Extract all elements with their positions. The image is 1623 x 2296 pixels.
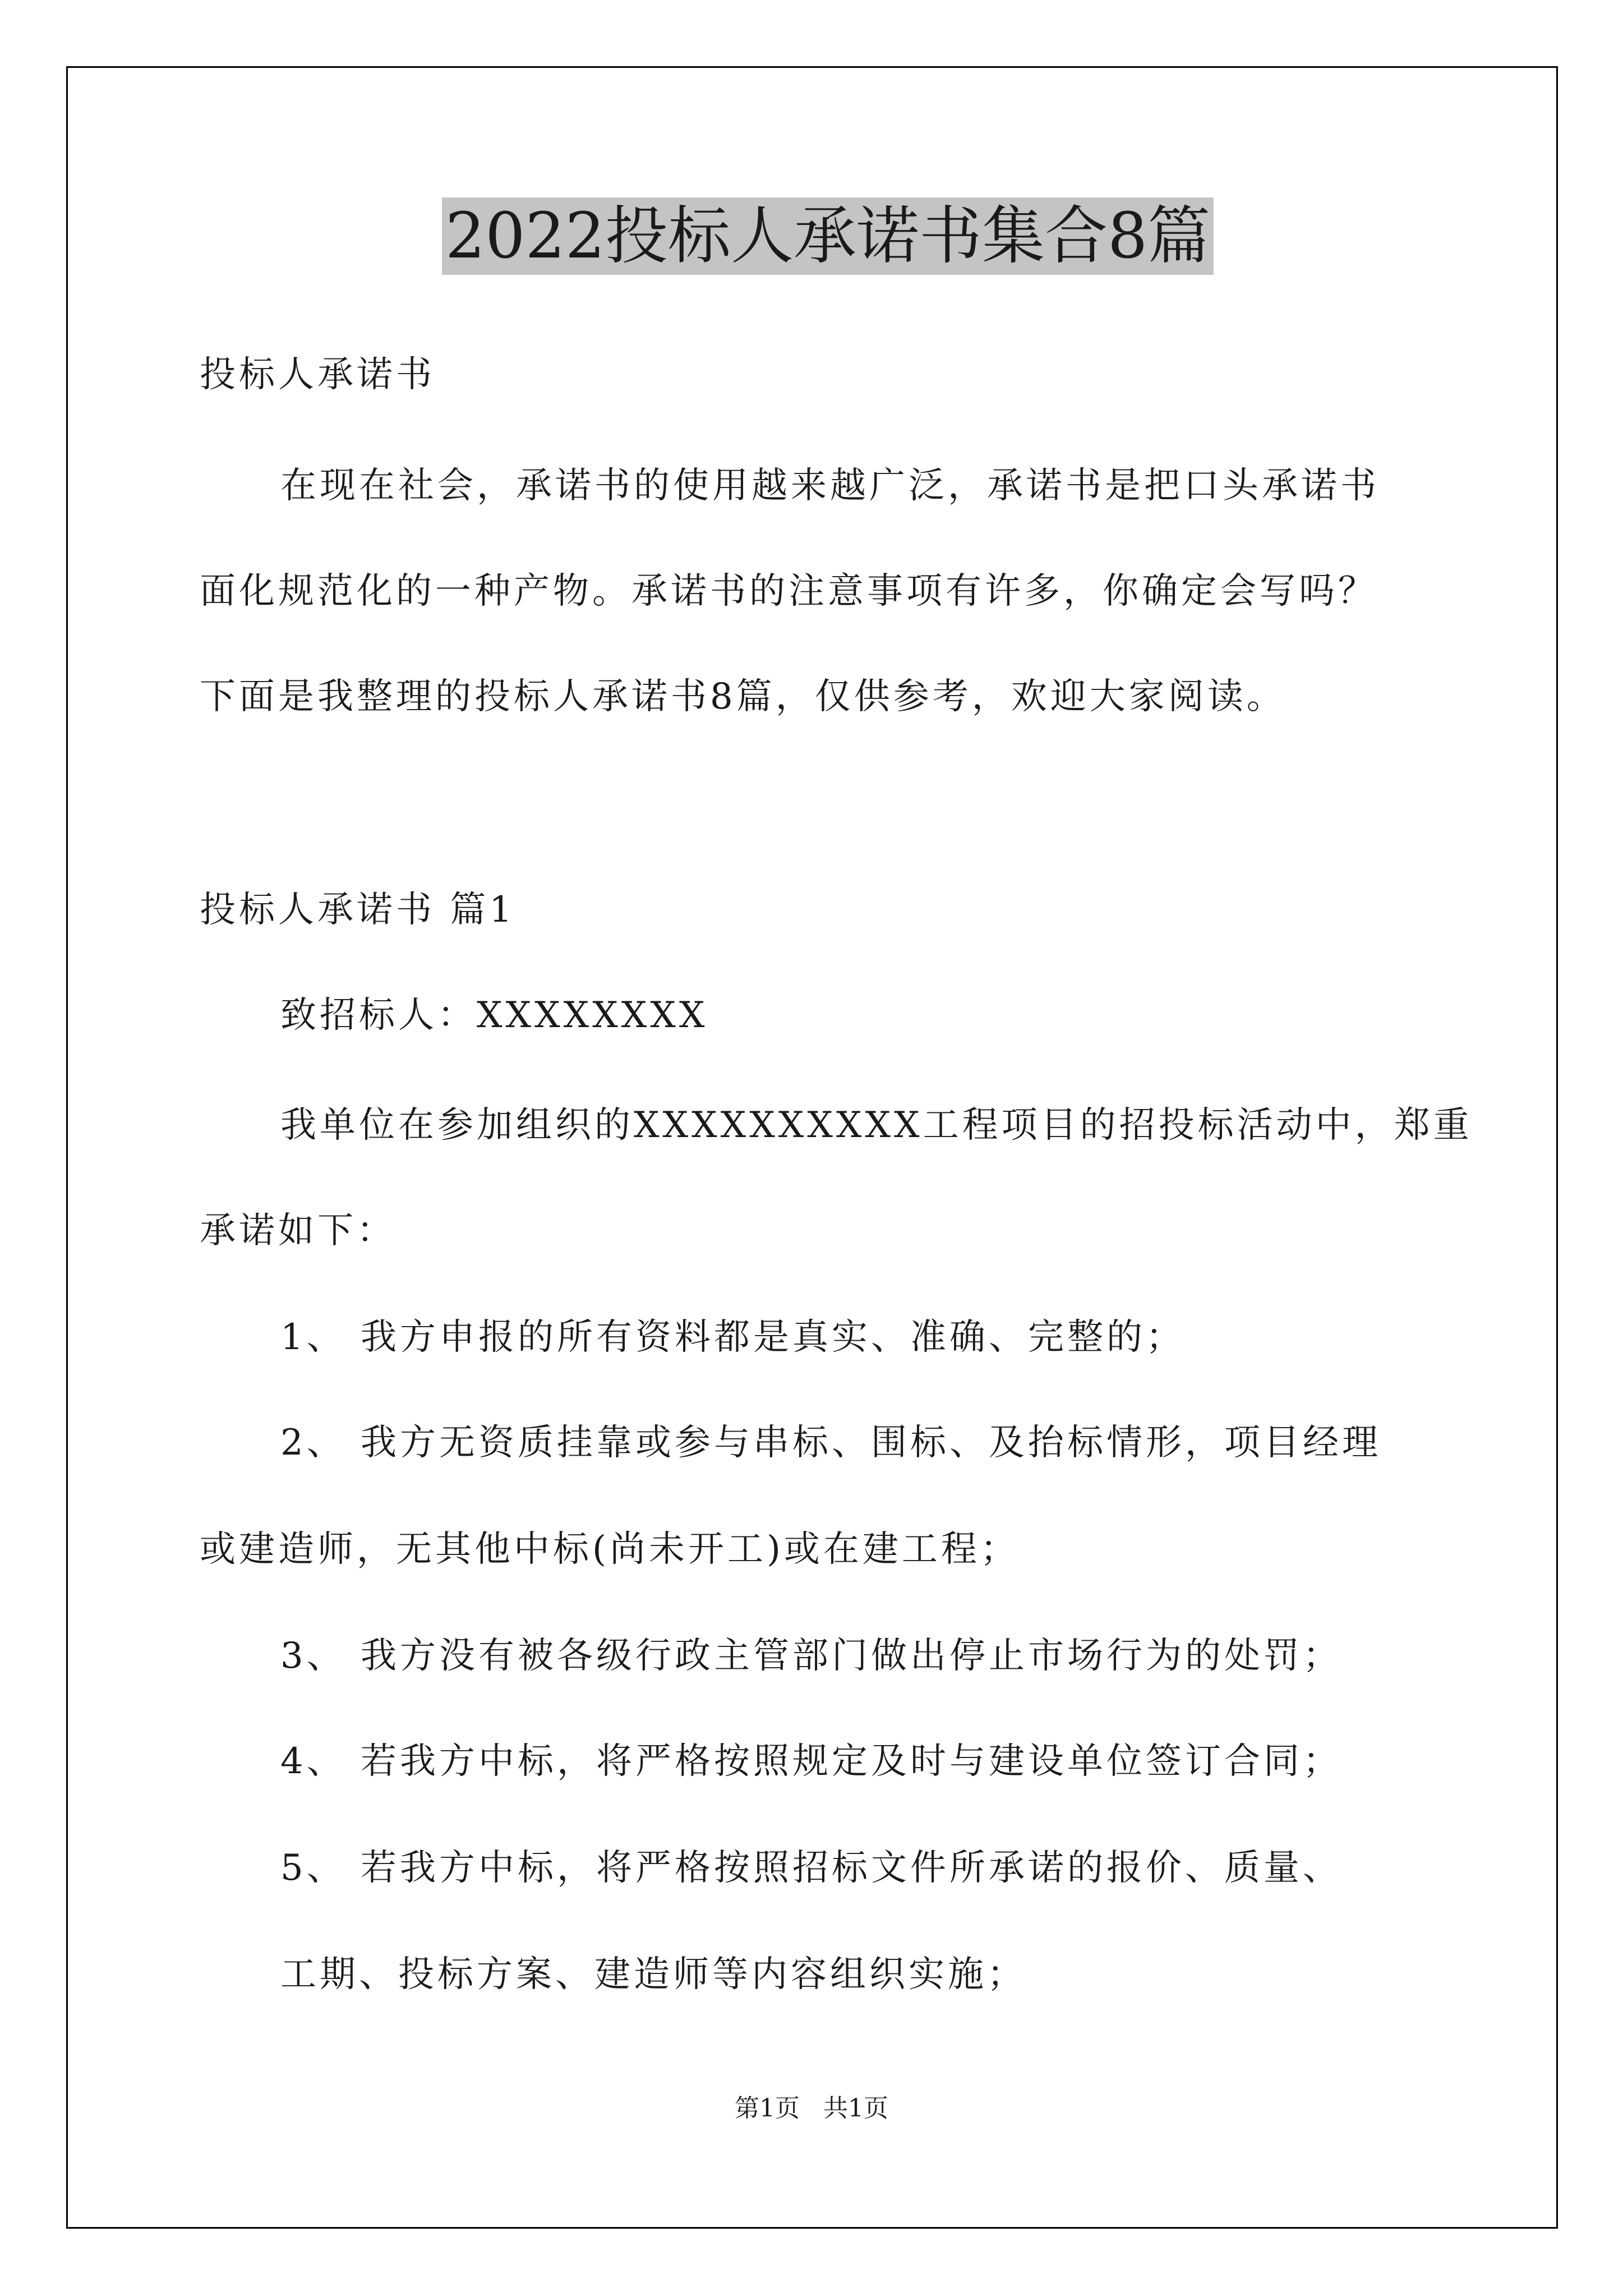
list-item: 5、 若我方中标，将严格按照招标文件所承诺的报价、质量、: [280, 1847, 1343, 1889]
intro-line-1: 在现在社会，承诺书的使用越来越广泛，承诺书是把口头承诺书: [280, 465, 1380, 507]
list-item-continuation: 或建造师，无其他中标(尚未开工)或在建工程；: [200, 1529, 1020, 1570]
statement-line-1: 我单位在参加组织的XXXXXXXXXX工程项目的招投标活动中，郑重: [280, 1105, 1473, 1146]
heading-commitment: 投标人承诺书: [200, 354, 435, 395]
document-title: 2022投标人承诺书集合8篇: [442, 197, 1214, 275]
intro-line-2: 面化规范化的一种产物。承诺书的注意事项有许多，你确定会写吗？: [200, 570, 1377, 612]
list-item: 1、 我方申报的所有资料都是真实、准确、完整的；: [280, 1317, 1186, 1358]
list-item: 3、 我方没有被各级行政主管部门做出停止市场行为的处罚；: [280, 1635, 1343, 1677]
statement-line-2: 承诺如下：: [200, 1210, 396, 1251]
page-footer: 第1页 共1页: [735, 2094, 888, 2123]
list-item: 2、 我方无资质挂靠或参与串标、围标、及抬标情形，项目经理: [280, 1422, 1382, 1464]
intro-line-3: 下面是我整理的投标人承诺书8篇，仅供参考，欢迎大家阅读。: [200, 676, 1286, 717]
list-item-continuation: 工期、投标方案、建造师等内容组织实施；: [280, 1954, 1026, 1995]
addressee-line: 致招标人：XXXXXXXX: [280, 995, 708, 1036]
list-item: 4、 若我方中标，将严格按照规定及时与建设单位签订合同；: [280, 1741, 1343, 1782]
section-title: 投标人承诺书 篇1: [200, 889, 516, 931]
